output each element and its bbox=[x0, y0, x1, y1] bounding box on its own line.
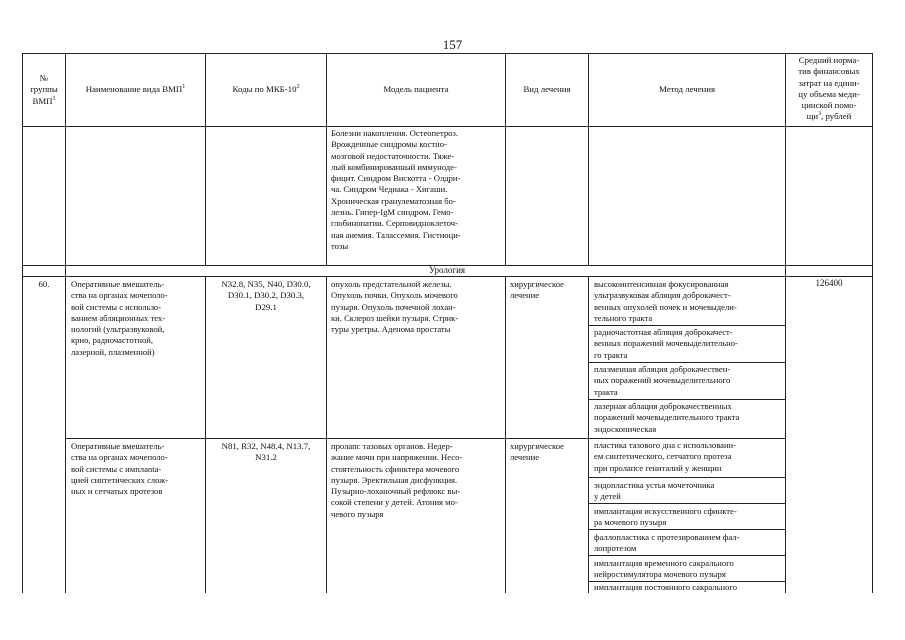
method-sep-1 bbox=[588, 325, 785, 326]
method-sphincter-implant: имплантация искусственного сфинкте- ра мочевого пузыря bbox=[594, 506, 737, 528]
col-divider-2b bbox=[205, 276, 206, 593]
method-temporary-neurostimulator: имплантация временного сакрального нейростимулятора мочевого пузыря bbox=[594, 558, 734, 580]
method-sep-4 bbox=[588, 477, 785, 478]
header-treatment-method: Метод лечения bbox=[658, 84, 716, 94]
method-pelvic-floor-plasty: пластика тазового дна с использовани- ем синтетического, сетчатого протеза при пролапсе гениталий у женщин bbox=[594, 440, 737, 473]
vmp-name-ablation: Оперативные вмешатель- ства на органах мочеполо- вой системы с использо- ванием абляционных тех- нологий (ультразвуковой, крио, радиочастотной, лазерной, плазменной) bbox=[71, 279, 168, 357]
mkb-codes-ablation: N32.8, N35, N40, D30.0, D30.1, D30.2, D30.3, D29.1 bbox=[221, 279, 311, 312]
method-plasma-ablation: плазменная абляция доброкачествен- ных поражений мочевыделительного тракта bbox=[594, 364, 731, 397]
method-laser-ablation: лазерная аблация доброкачественных поражений мочевыделительного тракта эндоскопическая bbox=[594, 401, 740, 434]
header-treatment-type: Вид лечения bbox=[523, 84, 571, 94]
page-number: 157 bbox=[442, 37, 463, 52]
header-bottom-line bbox=[22, 126, 872, 127]
method-sep-3 bbox=[588, 399, 785, 400]
method-sep-2 bbox=[588, 362, 785, 363]
block-divider bbox=[65, 438, 785, 439]
method-phalloplasty: фаллопластика с протезированием фал- лопротезом bbox=[594, 532, 740, 554]
col-divider-1 bbox=[65, 53, 66, 593]
header-mkb-codes: Коды по МКБ-$10^2$ bbox=[232, 84, 300, 94]
header-cost-norm: Средний норма- тив финансовых затрат на едини- цу объема меди- цинской помо- $щи^3$, рублей bbox=[798, 55, 860, 122]
table-border-right bbox=[872, 53, 873, 593]
mkb-codes-implant: N81, R32, N48.4, N13.7, N31.2 bbox=[221, 441, 311, 463]
col-divider-5b bbox=[588, 276, 589, 593]
table-border-top bbox=[22, 53, 872, 54]
header-patient-model: Модель пациента bbox=[383, 84, 449, 94]
method-hifu-ablation: высокоинтенсивная фокусированная ультразвуковая абляция доброкачест- венных опухолей почек и мочевыдели- тельного тракта bbox=[594, 279, 737, 323]
col-divider-6 bbox=[785, 53, 786, 593]
header-group-no: № группы ВМП$^1$ bbox=[30, 73, 58, 106]
table-border-left bbox=[22, 53, 23, 593]
method-sep-7 bbox=[588, 555, 785, 556]
col-divider-3b bbox=[326, 276, 327, 593]
method-sep-5 bbox=[588, 503, 785, 504]
method-radiofrequency-ablation: радиочастотная абляция доброкачест- венных поражений мочевыделительно- го тракта bbox=[594, 327, 738, 360]
section-title: Урология bbox=[428, 265, 466, 275]
patient-model-implant: пролапс тазовых органов. Недер- жание мочи при напряжении. Несо- стоятельность сфинктера мочевого пузыря. Эректильная дисфункция. Пузырно-лоханочный рефлюкс вы- сокой степени у детей. Атония мо- чевого пузыря bbox=[331, 441, 463, 519]
patient-model-ablation: опухоль предстательной железы. Опухоль почки. Опухоль мочевого пузыря. Опухоль почечной лохан- ки. Склероз шейки пузыря. Стрик- туры уретры. Аденома простаты bbox=[331, 279, 459, 335]
continuation-patient-model: Болезни накопления. Остеопетроз. Врожденные синдромы костно- мозговой недостаточности. Тяже- лый комбинированный иммуноде- фицит. Синдром Вискотта - Олдри- ча. Синдром Чедиака - Хигаши. Хроническая гранулематозная бо- лезнь. Гипер-IgM синдром. Гемо- глобинопатии. Серповидноклеточ- ная анемия. Талассемия. Гистиоци- тозы bbox=[331, 128, 461, 251]
col-divider-4b bbox=[505, 276, 506, 593]
treatment-type-ablation: хирургическое лечение bbox=[510, 279, 564, 301]
treatment-type-implant: хирургическое лечение bbox=[510, 441, 564, 463]
vmp-name-implant: Оперативные вмешатель- ства на органах мочеполо- вой системы с имплanta- цией синтетических слож- ных и сетчатых протезов bbox=[71, 441, 169, 497]
method-permanent-neurostimulator: имплантация постоянного сакрального bbox=[594, 582, 738, 592]
header-vmp-name: Наименование вида ВМП$^1$ bbox=[85, 84, 186, 94]
group-number: 60. bbox=[38, 279, 50, 289]
method-sep-6 bbox=[588, 529, 785, 530]
method-ureter-endoplasty: эндопластика устья мочеточника у детей bbox=[594, 480, 715, 502]
group-cost: 126400 bbox=[815, 278, 843, 288]
